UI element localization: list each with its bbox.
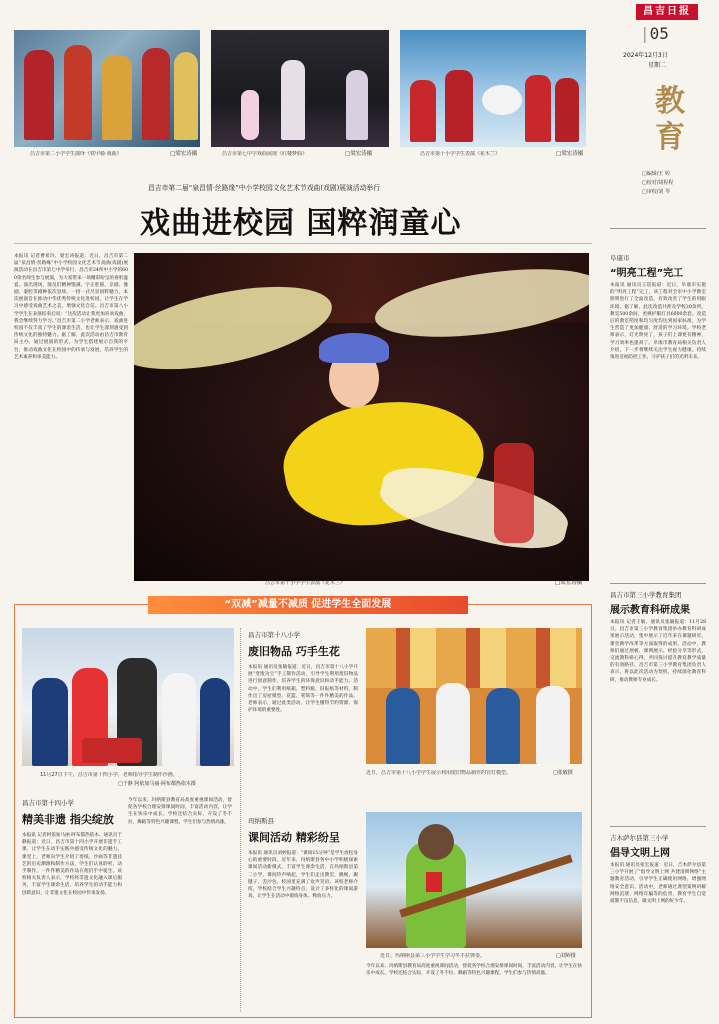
bottom-photo-b — [366, 628, 582, 764]
editor-name: □编辑/王 婷 — [642, 171, 670, 177]
lead-photo-caption: 昌吉市第十小学学生表演《花木兰》 — [265, 580, 346, 586]
bottom-photo-c — [366, 812, 582, 948]
masthead-logo: 昌吉日报 — [636, 4, 698, 20]
top-photo-1-caption: 昌吉市第二小学学生演绎《铁甲骑·戏曲》 — [30, 151, 122, 157]
right-s2-place: 昌吉市第三小学教育集团 — [610, 591, 682, 599]
top-photo-3 — [400, 30, 586, 147]
mid1-title: 废旧物品 巧手生花 — [248, 645, 340, 658]
right-s3-place: 吉木萨尔县第三小学 — [610, 834, 669, 842]
top-photo-1 — [14, 30, 200, 147]
section-name: 教育 — [655, 84, 685, 155]
issue-date: 2024年12月3日 — [623, 52, 668, 59]
lead-photo-credit: □梁宏涛摄 — [555, 580, 583, 586]
mid2-body: 本报讯 通讯员刘婷报道：“课间15分钟”是学生放松身心的重要时段。近年来，玛纳斯县各中小学积极探索课间活动新模式，丰富学生课余生活。在玛纳斯县第二小学，课间铃声响起，学生们走出教室，跳绳、踢毽子、丢沙包，校园里充满了欢声笑语。该校老师介绍，学校结合学生兴趣特点，设计了多样化的课间游戏，让学生在活动中锻炼身体、释放压力。 — [248, 851, 358, 900]
bottom-photo-c-credit: □刘婷摄 — [556, 953, 576, 959]
bottom-photo-b-credit: □张敏摄 — [553, 770, 573, 776]
proof-name: □校对/胡程程 — [642, 180, 674, 186]
lead-body: 本报讯 记者曹希玲、梁宏涛报道：近日，昌吉市第二届“泉昌情·丝路缘”中小学校园文化艺术节戏曲(戏剧)展演活动在昌吉市第七中学举行，昌吉市24所中小学的600余名师生参与展演，为大家带来一场精彩纷呈的视听盛宴。演出现场，演员们精神饱满、字正腔圆，京剧、豫剧、秦腔等剧种依次登场，一招一式尽显国粹魅力。本次展演旨在推动中华优秀传统文化进校园，让学生在学习中感受戏曲艺术之美，增强文化自信。昌吉市第八小学学生在表演结束后说：“这次活动让我更加喜欢戏曲，我会继续努力学习。”昌吉市第二小学老师表示，戏曲进校园不仅丰富了学生的课余生活，也让学生深刻感受到传统文化的独特魅力。据了解，此次活动由昌吉市教育局主办，通过展演的形式，为学生搭建展示自我的平台，推动戏曲文化在校园中的传承与发展，培养学生的艺术素养和审美能力。 — [14, 254, 128, 360]
right-s3-body: 本报讯 通讯员张宏报道：近日，吉木萨尔县第三小学开展了“倡导文明上网 共建清朗网络”主题教育活动，引导学生正确使用网络，增强网络安全意识。活动中，老师通过典型案例讲解网络沉迷、网络诈骗等的危害，教育学生自觉抵制不良信息，做文明上网的好少年。 — [610, 863, 706, 905]
right-s3-title: 倡导文明上网 — [610, 848, 670, 859]
right-s1-place: 阜康市 — [610, 254, 630, 262]
top-photo-2-caption: 昌吉市第七中学戏曲展现《红楼梦曲》 — [222, 151, 308, 157]
issue-weekday: 星期二 — [648, 62, 667, 69]
bottom-photo-c-caption: 近日，玛纳斯县第三小学学生学习冬不拉弹奏。 — [380, 953, 486, 959]
left-body-col1: 本报讯 记者阿依加马丽·阿布都热依木、通讯员于静报道：近日，昌吉市第十四小学开展非遗手工课，让学生在动手实践中感受传统文化的魅力。课堂上，老师向学生介绍了剪纸、沙画等非遗技艺的历史渊源和制作方法，学生们认真聆听、动手制作，一件件精美的作品在他们手中诞生。该校相关负责人表示，学校将非遗文化融入课后服务，丰富学生课余生活，培养学生的动手能力和创新意识，让非遗文化在校园中传承发扬。 — [22, 833, 122, 896]
mid2b-body: 今年以来，玛纳斯县教育局高度重视课间活动，督促各学校合理安排课间时间，丰富活动内容，让学生在快乐中成长。学校还结合实际，开设了冬不拉、舞蹈等特色兴趣课程，学生们参与热情高涨。 — [366, 964, 582, 977]
lead-headline: 戏曲进校园 国粹润童心 — [140, 206, 462, 241]
right-divider-1 — [610, 583, 706, 584]
right-s1-title: “明亮工程”完工 — [610, 268, 684, 279]
mid2-place: 玛纳斯县 — [248, 817, 274, 825]
editor-credits — [642, 170, 673, 197]
right-s2-body: 本报讯 记者王敏、通讯员张颖报道：11月28日，昌吉市第三小学教育集团举办教育科研成果展示活动，集中展示了近年来在课题研究、课堂教学改革等方面取得的成果。活动中，教师们通过展板、课例展示、经验分享等形式，交流教科研心得，共同探讨提升教育教学质量的有效路径。昌吉市第三小学教育集团负责人表示，将以此次活动为契机，持续深化教育科研，推动教师专业成长。 — [610, 620, 706, 683]
top-photo-3-caption: 昌吉市第十小学学生表演《花木兰》 — [420, 151, 501, 157]
mid2-title: 课间活动 精彩纷呈 — [248, 831, 340, 844]
right-s1-body: 本报讯 通讯员王琰报道：近日，阜康市实施的“明亮工程”完工，该工程对全市中小学教室照明进行了全面改造，有效改善了学生的用眼环境。据了解，此次改造共涉及学校20余所、教室500余间，更换护眼灯具6000余套。改造后的教室照度和均匀度均达到国家标准，为学生营造了更加健康、舒适的学习环境。学校老师表示，灯光明亮了，孩子们上课更有精神，学习效率也提高了。阜康市教育局相关负责人介绍，下一步将继续关注学生视力健康，持续推进近视防控工作，守护孩子们的光明未来。 — [610, 283, 706, 361]
page-number: |05 — [640, 24, 669, 43]
page-number-text: 05 — [649, 24, 669, 43]
left-title: 精美非遗 指尖绽放 — [22, 813, 114, 826]
left-place: 昌吉市第十四小学 — [22, 799, 74, 807]
lead-kicker: 昌吉市第二届“泉昌情·丝路缘”中小学校园文化艺术节戏曲(戏剧)展演活动举行 — [148, 184, 381, 192]
lead-divider — [14, 243, 592, 244]
bottom-photo-a-credit: □于静 阿依加马丽·阿布都热依木摄 — [118, 781, 196, 787]
masthead-divider — [610, 228, 706, 229]
bottom-photo-a — [22, 628, 234, 766]
bottom-photo-b-caption: 近日，昌吉市第十八小学学生展示利用废旧物品制作的宫灯模型。 — [366, 770, 512, 776]
design-name: □审校/刘 琴 — [642, 189, 670, 195]
lead-photo — [134, 253, 589, 581]
top-photo-3-credit: □梁宏涛摄 — [556, 151, 584, 157]
right-divider-2 — [610, 826, 706, 827]
left-body-col2: 今年以来，玛纳斯县教育局高度重视课间活动，督促各学校合理安排课间时间，丰富活动内容，让学生在快乐中成长。学校还结合实际，开设了冬不拉、舞蹈等特色兴趣课程，学生们参与热情高涨。 — [128, 798, 232, 825]
mid1-place: 昌吉市第十八小学 — [248, 631, 300, 639]
bottom-photo-a-caption: 11月27日下午，昌吉市第十四小学，老师指导学生制作沙画。 — [40, 772, 178, 778]
top-photo-1-credit: □梁宏涛摄 — [170, 151, 198, 157]
top-photo-2 — [211, 30, 389, 147]
mid1-body: 本报讯 通讯员张敏报道：近日，昌吉市第十八小学开展“变废为宝”手工制作活动，引导学生利用废旧物品进行创意制作，培养学生的环保意识和动手能力。活动中，学生们利用纸箱、塑料瓶、旧报纸等材料，制作出了房屋模型、花篮、笔筒等一件件精美的作品。老师表示，通过此类活动，让学生懂得节约资源、保护环境的重要性。 — [248, 665, 358, 714]
bottom-col-divider-1 — [240, 628, 242, 1012]
right-s2-title: 展示教育科研成果 — [610, 605, 690, 616]
special-section-banner: “双减”减量不减质 促进学生全面发展 — [148, 596, 468, 614]
top-photo-2-credit: □梁宏涛摄 — [345, 151, 373, 157]
